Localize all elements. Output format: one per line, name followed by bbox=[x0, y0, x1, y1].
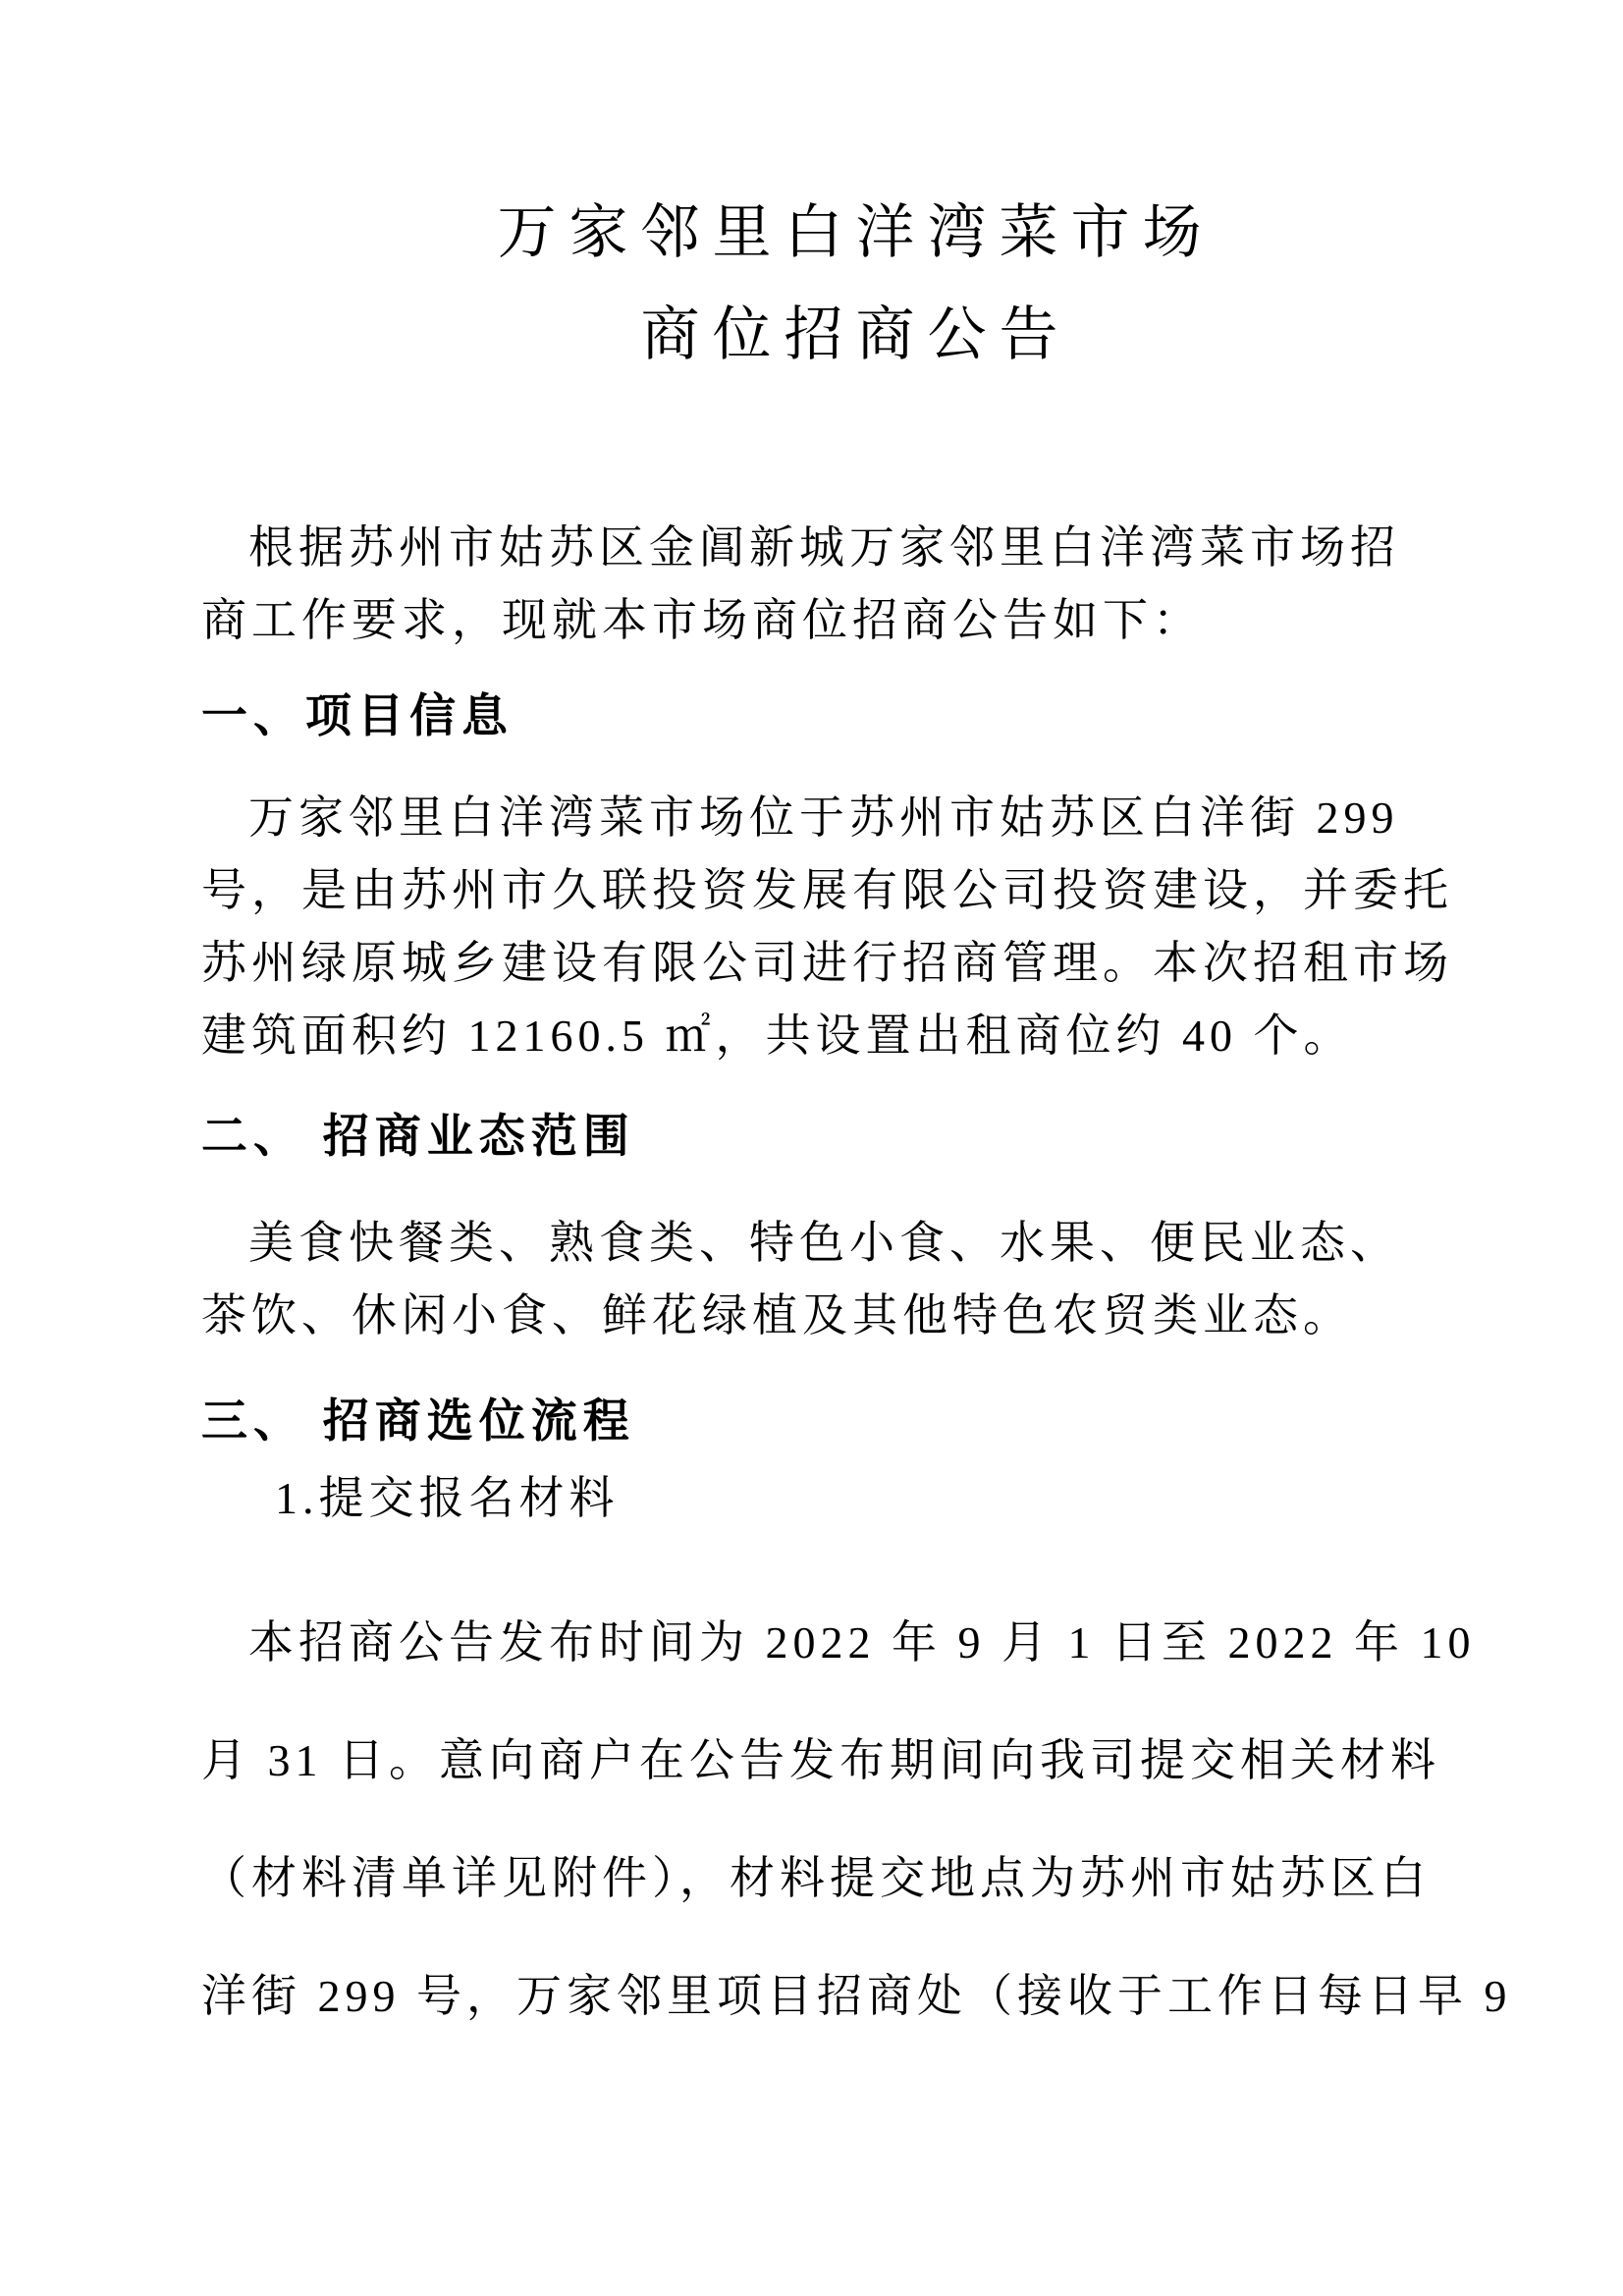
section-1-heading: 一、项目信息 bbox=[201, 691, 514, 742]
title-line-2: 商位招商公告 bbox=[640, 302, 1071, 367]
intro-line-1: 根据苏州市姑苏区金阊新城万家邻里白洋湾菜市场招 bbox=[248, 522, 1400, 573]
section-2-line-2: 茶饮、休闲小食、鲜花绿植及其他特色农贸类业态。 bbox=[201, 1290, 1353, 1340]
section-3-line-1: 本招商公告发布时间为 2022 年 9 月 1 日至 2022 年 10 bbox=[248, 1617, 1476, 1667]
section-3-subitem bbox=[201, 1462, 1466, 1535]
section-3-line-2: 月 31 日。意向商户在公告发布期间向我司提交相关材料 bbox=[201, 1735, 1440, 1785]
section-3-line-4: 洋街 299 号，万家邻里项目招商处（接收于工作日每日早 9 bbox=[201, 1971, 1512, 2021]
section-1-paragraph bbox=[201, 782, 1466, 1072]
section-3-subitem-line: 1.提交报名材料 bbox=[275, 1473, 620, 1523]
intro-line-2: 商工作要求，现就本市场商位招商公告如下： bbox=[201, 595, 1203, 645]
section-3-line-3: （材料清单详见附件），材料提交地点为苏州市姑苏区白 bbox=[201, 1853, 1431, 1903]
section-3-heading: 三、 招商选位流程 bbox=[201, 1396, 635, 1448]
section-2-line-1: 美食快餐类、熟食类、特色小食、水果、便民业态、 bbox=[248, 1218, 1400, 1268]
section-3-paragraph bbox=[201, 1584, 1512, 2055]
section-2-heading: 二、 招商业态范围 bbox=[201, 1112, 635, 1163]
title-line-1: 万家邻里白洋湾菜市场 bbox=[497, 200, 1215, 265]
intro-paragraph bbox=[201, 512, 1466, 657]
document-title bbox=[44, 182, 1623, 386]
section-1-line-2: 号，是由苏州市久联投资发展有限公司投资建设，并委托 bbox=[201, 865, 1453, 915]
section-2-paragraph bbox=[201, 1207, 1466, 1352]
section-1-line-3: 苏州绿原城乡建设有限公司进行招商管理。本次招租市场 bbox=[201, 938, 1453, 988]
section-1-line-1: 万家邻里白洋湾菜市场位于苏州市姑苏区白洋街 299 bbox=[248, 793, 1399, 843]
section-1-line-4: 建筑面积约 12160.5 ㎡，共设置出租商位约 40 个。 bbox=[201, 1011, 1354, 1061]
